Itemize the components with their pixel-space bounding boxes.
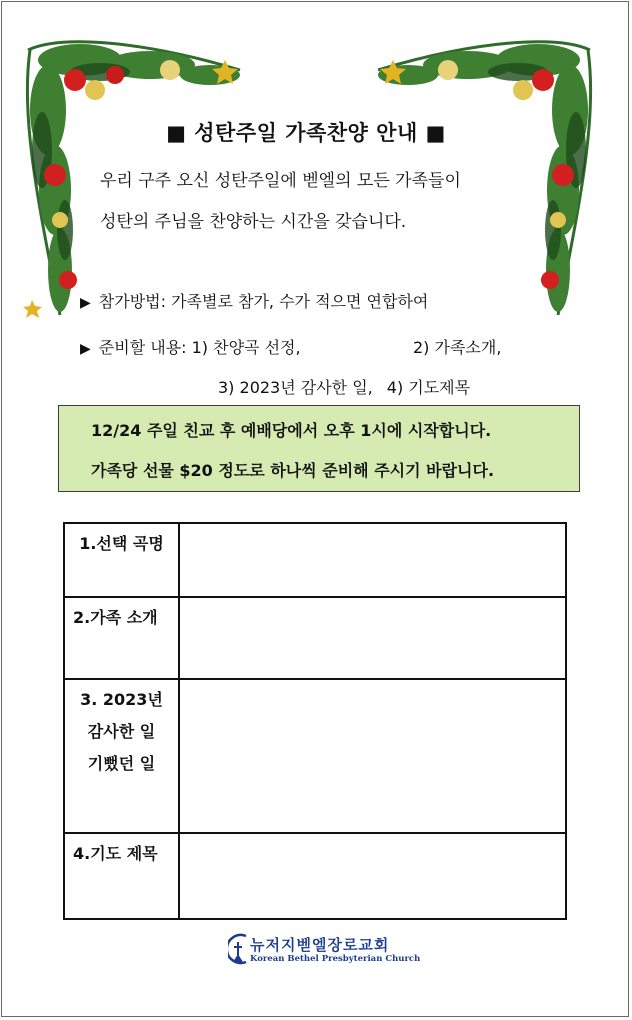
- participation-method-text: 참가방법: 가족별로 참가, 수가 적으면 연합하여: [98, 292, 429, 311]
- form-label-thanks-line-1: 3. 2023년: [80, 690, 163, 709]
- form-label-family-intro: 2.가족 소개: [64, 597, 179, 679]
- preparation-item-thanks: 3) 2023년 감사한 일,: [218, 378, 373, 397]
- form-label-thanks-line-3: 기뻤던 일: [87, 754, 156, 773]
- form-row-song: [64, 523, 566, 597]
- form-row-family-intro: [64, 597, 566, 679]
- preparation-item-prayer: 4) 기도제목: [386, 378, 471, 397]
- form-row-thanks: [64, 679, 566, 833]
- church-emblem-icon: [228, 932, 250, 966]
- preparation-items-line: [218, 375, 470, 398]
- form-field-prayer[interactable]: [179, 833, 566, 919]
- form-row-prayer: [64, 833, 566, 919]
- form-field-song[interactable]: [179, 523, 566, 597]
- family-entry-form-table: [63, 522, 567, 920]
- notice-line-start-time: 12/24 주일 친교 후 예배당에서 오후 1시에 시작합니다.: [91, 421, 492, 440]
- form-field-thanks[interactable]: [179, 679, 566, 833]
- participation-method-bullet: [80, 289, 428, 312]
- form-label-song: 1.선택 곡명: [64, 523, 179, 597]
- preparation-intro-text: 준비할 내용: 1) 찬양곡 선정,: [98, 338, 301, 357]
- form-label-prayer: 4.기도 제목: [64, 833, 179, 919]
- church-name-korean: 뉴저지벧엘장로교회: [250, 936, 390, 954]
- preparation-item-family-intro: 2) 가족소개,: [413, 338, 502, 357]
- intro-line-1: 우리 구주 오신 성탄주일에 벧엘의 모든 가족들이: [100, 171, 461, 191]
- church-logo: [228, 932, 428, 968]
- page-title: ■ 성탄주일 가족찬양 안내 ■: [166, 121, 446, 145]
- notice-box: [58, 405, 580, 492]
- intro-line-2: 성탄의 주님을 찬양하는 시간을 갖습니다.: [100, 212, 407, 232]
- form-label-thanks: [64, 679, 179, 833]
- church-name-english: Korean Bethel Presbyterian Church: [250, 954, 421, 964]
- notice-line-gift: 가족당 선물 $20 정도로 하나씩 준비해 주시기 바랍니다.: [91, 461, 495, 480]
- preparation-bullet: [80, 335, 502, 358]
- bullet-arrow-icon: ▶: [80, 295, 91, 311]
- form-field-family-intro[interactable]: [179, 597, 566, 679]
- bullet-arrow-icon: ▶: [80, 341, 91, 357]
- form-label-thanks-line-2: 감사한 일: [87, 722, 156, 741]
